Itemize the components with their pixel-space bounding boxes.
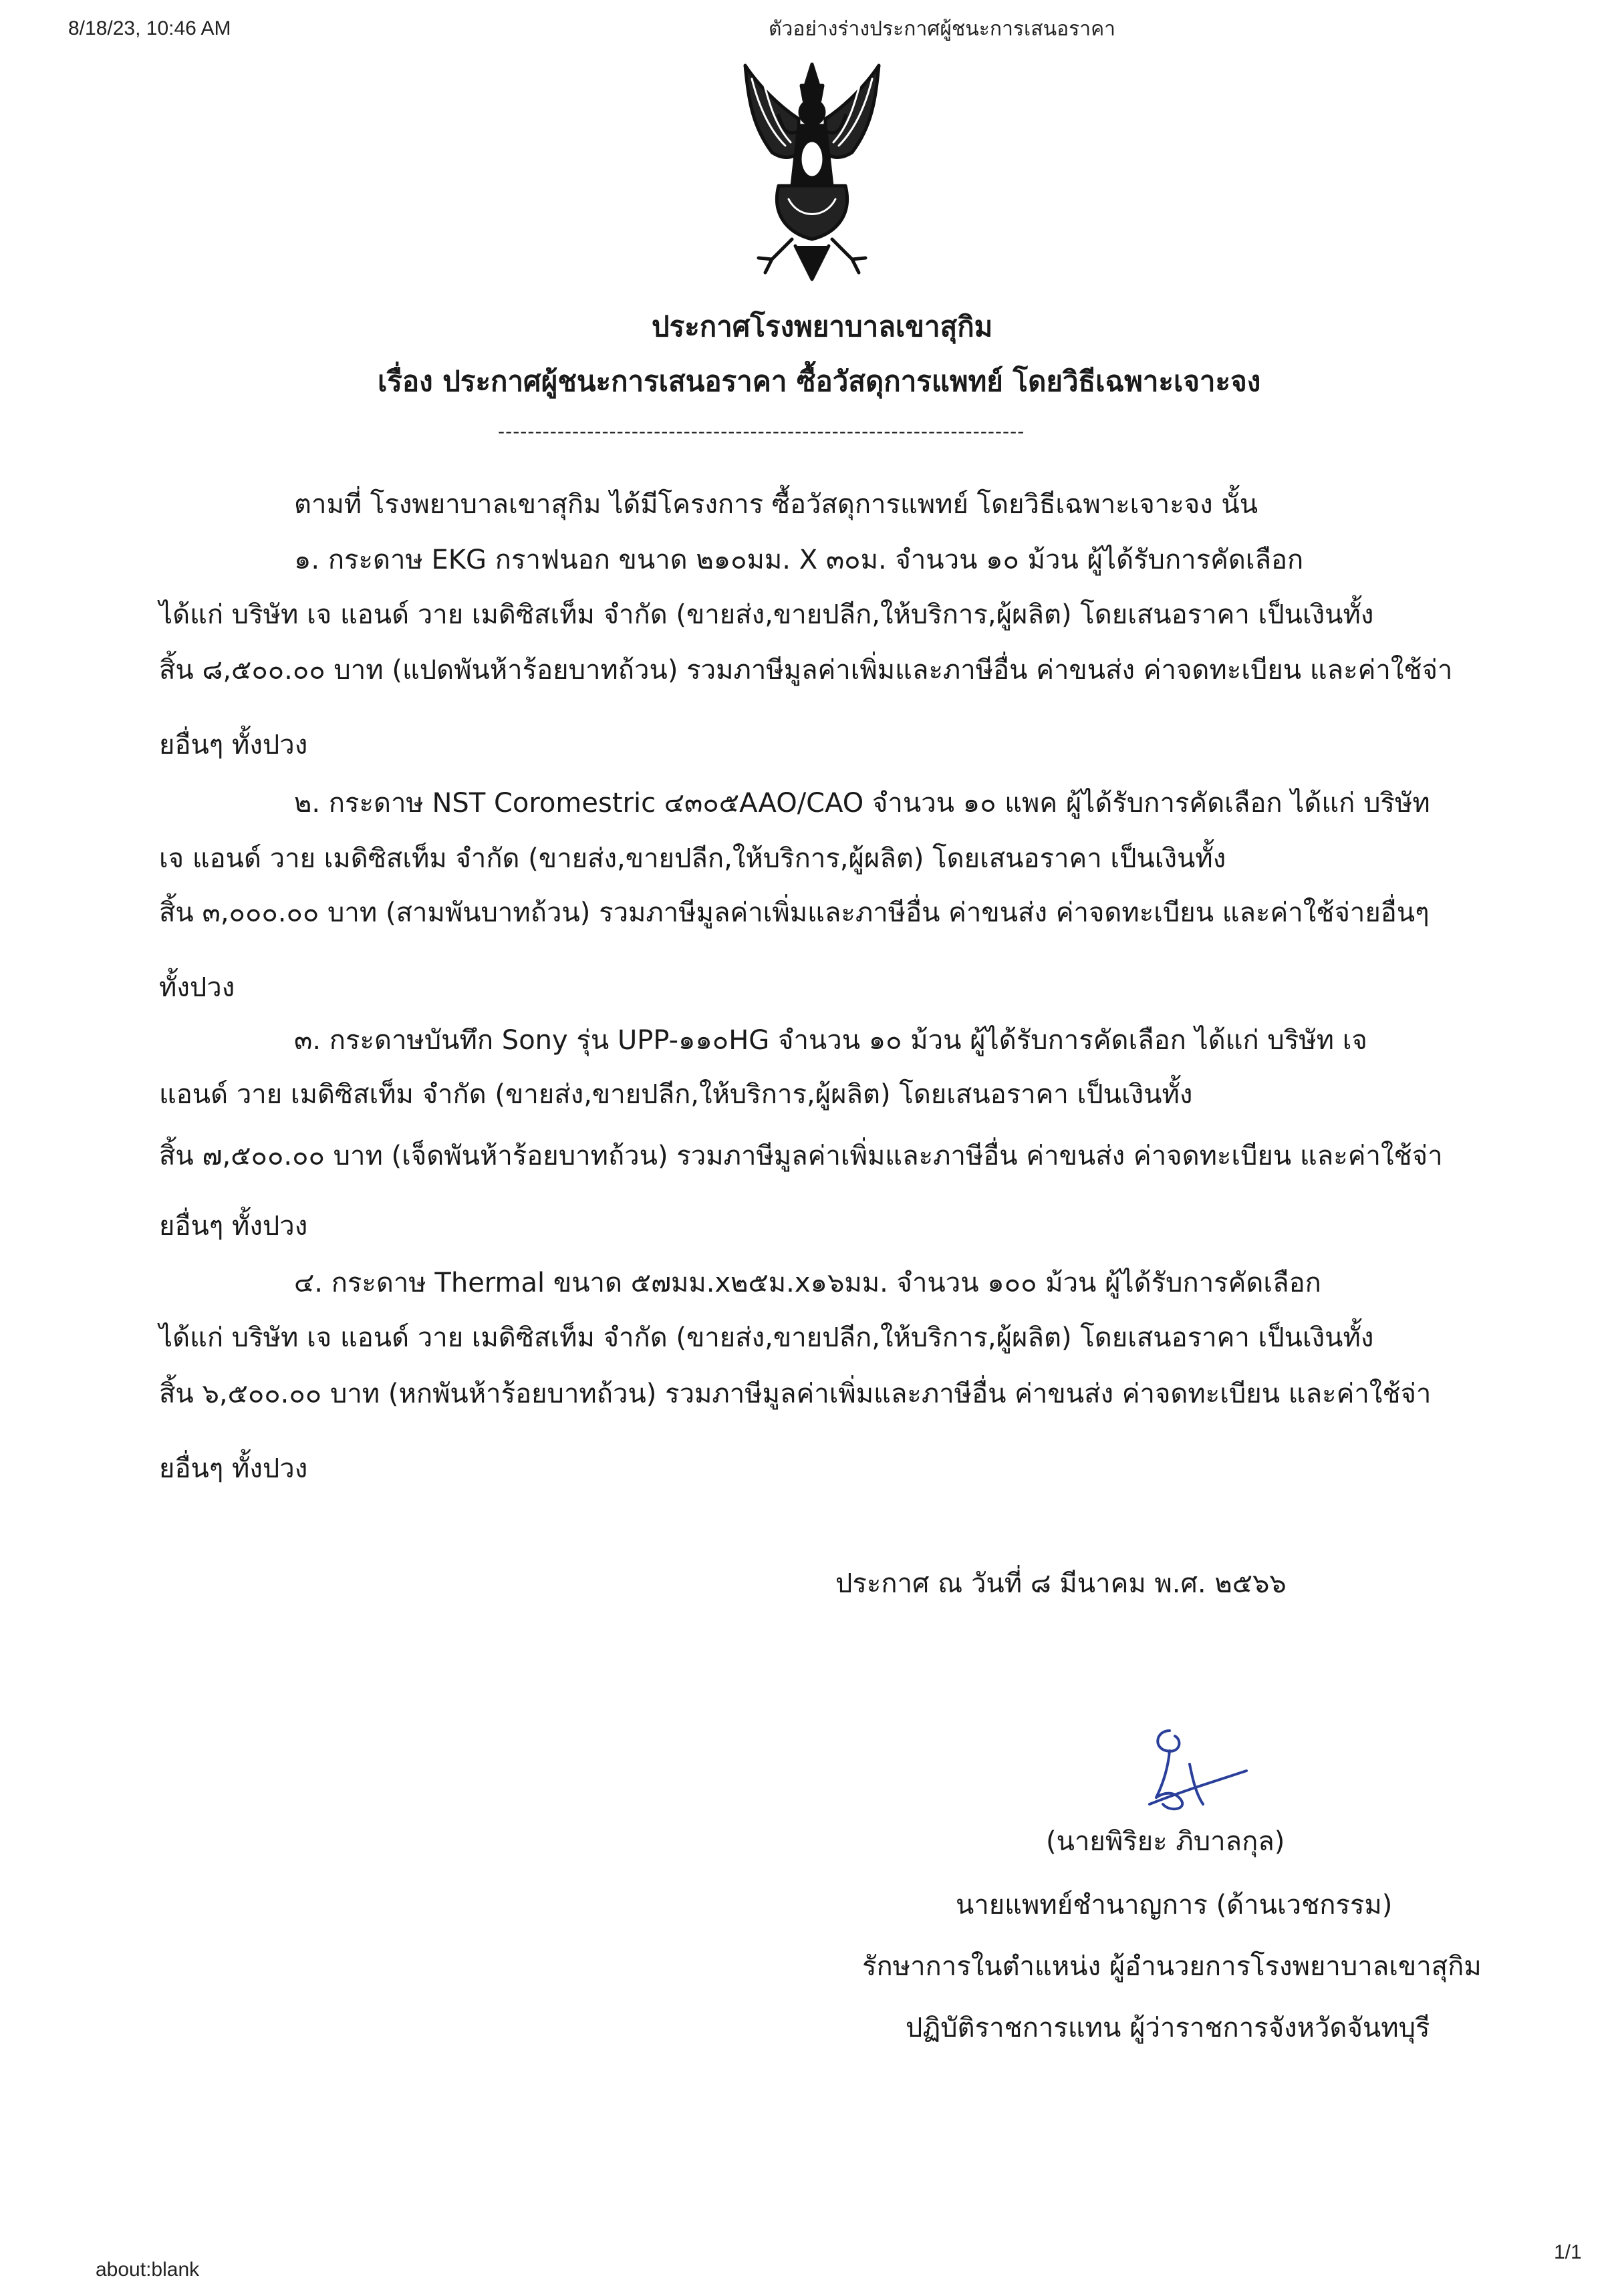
garuda-emblem [732, 59, 892, 286]
print-datetime: 8/18/23, 10:46 AM [68, 17, 231, 39]
signatory-acting: รักษาการในตำแหน่ง ผู้อำนวยการโรงพยาบาลเขาสุกิม [862, 1951, 1482, 1982]
document-title: ประกาศโรงพยาบาลเขาสุกิม [652, 310, 993, 343]
item-2-line-2: เจ แอนด์ วาย เมดิซิสเท็ม จำกัด (ขายส่ง,ขายปลีก,ให้บริการ,ผู้ผลิต) โดยเสนอราคา เป็นเงินทั้ง [159, 843, 1226, 874]
item-3-line-2: แอนด์ วาย เมดิซิสเท็ม จำกัด (ขายส่ง,ขายปลีก,ให้บริการ,ผู้ผลิต) โดยเสนอราคา เป็นเงินทั้ง [159, 1079, 1193, 1110]
item-1-line-4: ยอื่นๆ ทั้งปวง [159, 730, 308, 760]
item-2-line-1: ๒. กระดาษ NST Coromestric ๔๓๐๕AAO/CAO จำนวน ๑๐ แพค ผู้ได้รับการคัดเลือก ได้แก่ บริษัท [294, 788, 1430, 819]
print-page-title: ตัวอย่างร่างประกาศผู้ชนะการเสนอราคา [769, 18, 1115, 40]
signatory-name: (นายพิริยะ ภิบาลกุล) [1046, 1826, 1285, 1857]
signatory-on-behalf: ปฏิบัติราชการแทน ผู้ว่าราชการจังหวัดจันทบุรี [906, 2013, 1430, 2043]
item-4-line-4: ยอื่นๆ ทั้งปวง [159, 1453, 308, 1484]
item-4-line-2: ได้แก่ บริษัท เจ แอนด์ วาย เมดิซิสเท็ม จำกัด (ขายส่ง,ขายปลีก,ให้บริการ,ผู้ผลิต) โดยเสนอราคา เป็นเงินทั้ง [159, 1322, 1374, 1353]
item-2-line-3: สิ้น ๓,๐๐๐.๐๐ บาท (สามพันบาทถ้วน) รวมภาษีมูลค่าเพิ่มและภาษีอื่น ค่าขนส่ง ค่าจดทะเบียน และค่าใช้จ่ายอื่นๆ [159, 897, 1430, 928]
intro-paragraph: ตามที่ โรงพยาบาลเขาสุกิม ได้มีโครงการ ซื้อวัสดุการแพทย์ โดยวิธีเฉพาะเจาะจง นั้น [294, 489, 1258, 520]
item-1-line-2: ได้แก่ บริษัท เจ แอนด์ วาย เมดิซิสเท็ม จำกัด (ขายส่ง,ขายปลีก,ให้บริการ,ผู้ผลิต) โดยเสนอราคา เป็นเงินทั้ง [159, 599, 1374, 630]
title-divider: ----------------------------------------------------------------------- [498, 420, 1025, 442]
item-3-line-4: ยอื่นๆ ทั้งปวง [159, 1211, 308, 1242]
item-1-line-3: สิ้น ๘,๕๐๐.๐๐ บาท (แปดพันห้าร้อยบาทถ้วน) รวมภาษีมูลค่าเพิ่มและภาษีอื่น ค่าขนส่ง ค่าจดทะเบียน และค่าใช้จ่า [159, 655, 1453, 686]
document-subject: เรื่อง ประกาศผู้ชนะการเสนอราคา ซื้อวัสดุการแพทย์ โดยวิธีเฉพาะเจาะจง [378, 365, 1261, 398]
handwritten-signature [1129, 1717, 1250, 1818]
announce-date: ประกาศ ณ วันที่ ๘ มีนาคม พ.ศ. ๒๕๖๖ [835, 1568, 1287, 1599]
print-page-count: 1/1 [1554, 2241, 1582, 2263]
signatory-position: นายแพทย์ชำนาญการ (ด้านเวชกรรม) [956, 1890, 1393, 1920]
item-4-line-3: สิ้น ๖,๕๐๐.๐๐ บาท (หกพันห้าร้อยบาทถ้วน) รวมภาษีมูลค่าเพิ่มและภาษีอื่น ค่าขนส่ง ค่าจดทะเบียน และค่าใช้จ่า [159, 1379, 1432, 1409]
item-1-line-1: ๑. กระดาษ EKG กราฟนอก ขนาด ๒๑๐มม. X ๓๐ม. จำนวน ๑๐ ม้วน ผู้ได้รับการคัดเลือก [294, 545, 1304, 575]
item-3-line-1: ๓. กระดาษบันทึก Sony รุ่น UPP-๑๑๐HG จำนวน ๑๐ ม้วน ผู้ได้รับการคัดเลือก ได้แก่ บริษัท เจ [294, 1025, 1367, 1056]
print-url: about:blank [96, 2259, 200, 2281]
item-2-line-4: ทั้งปวง [159, 972, 235, 1003]
item-4-line-1: ๔. กระดาษ Thermal ขนาด ๕๗มม.x๒๕ม.x๑๖มม. จำนวน ๑๐๐ ม้วน ผู้ได้รับการคัดเลือก [294, 1268, 1321, 1298]
item-3-line-3: สิ้น ๗,๕๐๐.๐๐ บาท (เจ็ดพันห้าร้อยบาทถ้วน) รวมภาษีมูลค่าเพิ่มและภาษีอื่น ค่าขนส่ง ค่าจดทะเบียน และค่าใช้จ่า [159, 1141, 1443, 1171]
